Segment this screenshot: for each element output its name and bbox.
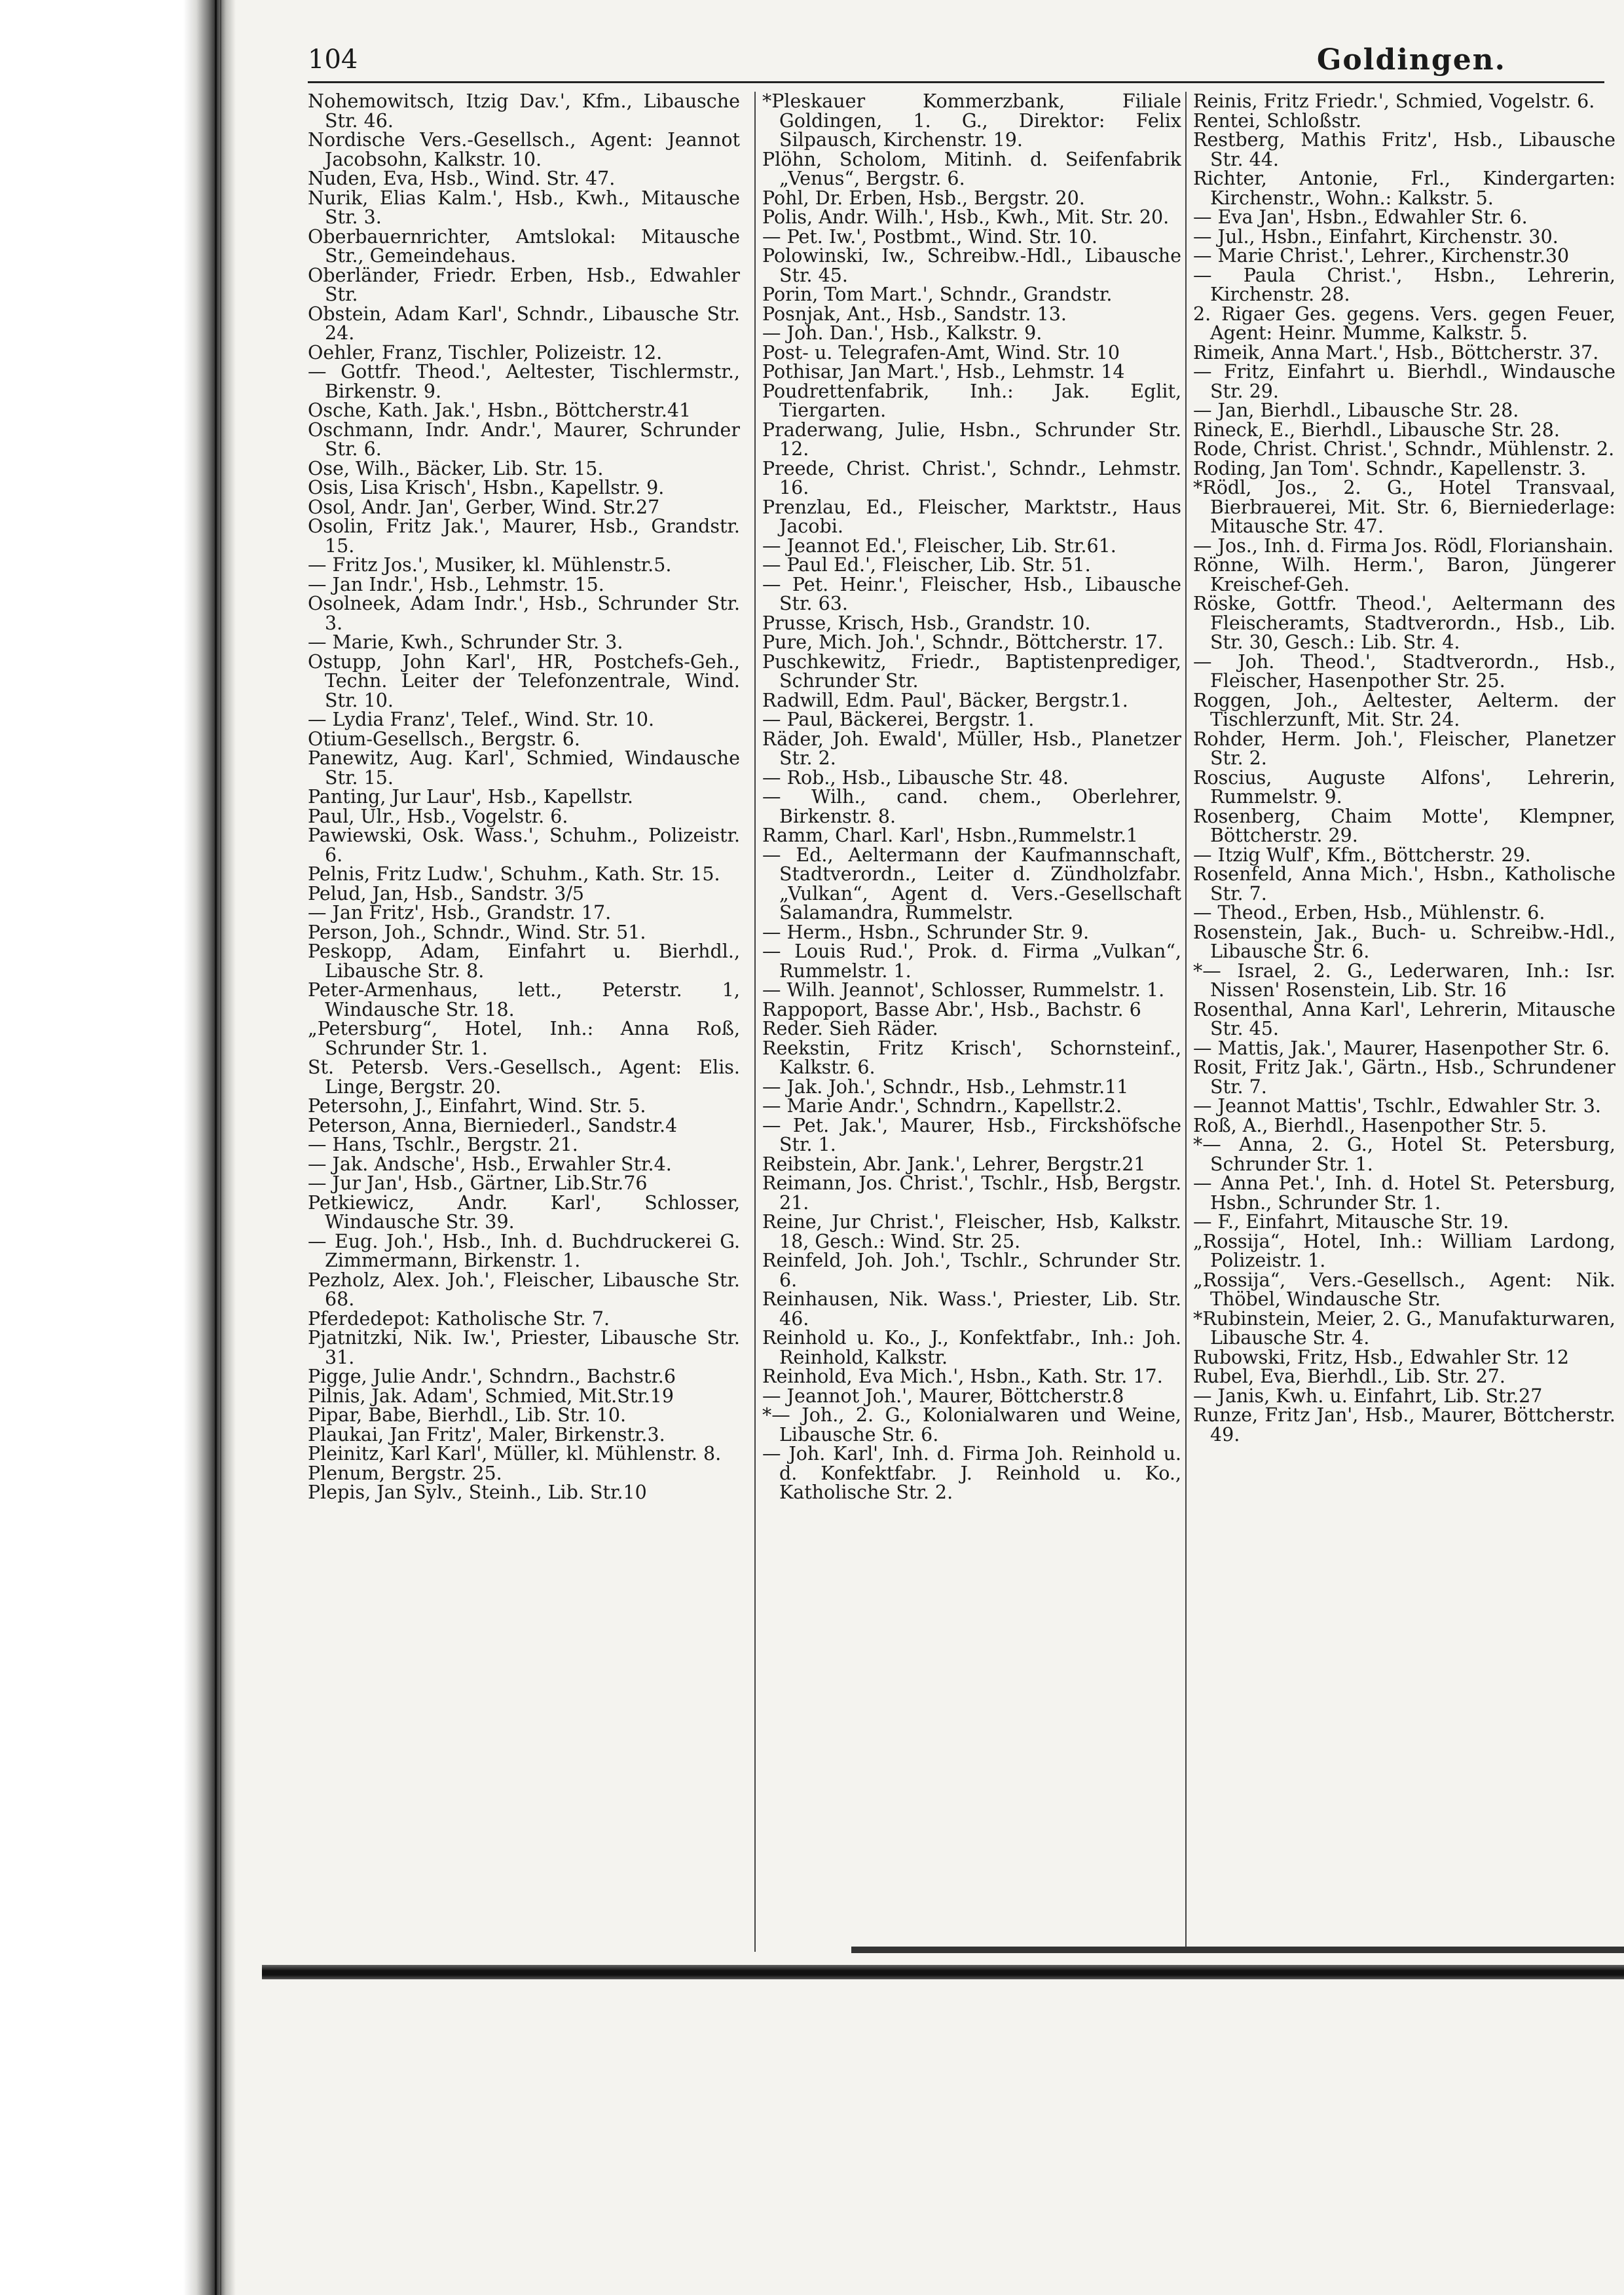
- directory-entry: Osche, Kath. Jak.', Hsbn., Böttcherstr.41: [308, 400, 692, 421]
- directory-entry: — Marie Andr.', Schndrn., Kapellstr.2.: [762, 1095, 1122, 1117]
- directory-entry: „Rossija“, Hotel, Inh.: William Lardong, Polizeistr. 1.: [1193, 1230, 1615, 1271]
- directory-entry: Post- u. Telegrafen-Amt, Wind. Str. 10: [762, 341, 1120, 364]
- directory-entry: Pilnis, Jak. Adam', Schmied, Mit.Str.19: [308, 1385, 674, 1407]
- directory-entry: Otium-Gesellsch., Bergstr. 6.: [308, 728, 580, 750]
- directory-entry: — Joh. Dan.', Hsb., Kalkstr. 9.: [762, 322, 1043, 344]
- scan-edge-artifact: [851, 1947, 1624, 1953]
- directory-entry: Reibstein, Abr. Jank.', Lehrer, Bergstr.21: [762, 1153, 1146, 1175]
- directory-entry: Osolneek, Adam Indr.', Hsb., Schrunder Str. 3.: [308, 593, 740, 634]
- directory-entry: — Jeannot Joh.', Maurer, Böttcherstr.8: [762, 1385, 1124, 1407]
- directory-entry: Pelud, Jan, Hsb., Sandstr. 3/5: [308, 882, 585, 905]
- directory-entry: Rosenthal, Anna Karl', Lehrerin, Mitausche Str. 45.: [1193, 998, 1615, 1039]
- directory-entry: Preede, Christ. Christ.', Schndr., Lehmstr. 16.: [762, 457, 1181, 498]
- directory-entry: Porin, Tom Mart.', Schndr., Grandstr.: [762, 284, 1113, 305]
- directory-entry: Nurik, Elias Kalm.', Hsb., Kwh., Mitausche Str. 3.: [308, 187, 740, 228]
- directory-entry: *Pleskauer Kommerzbank, Filiale Goldingen, 1. G., Direktor: Felix Silpausch, Kirchenstr. 19.: [762, 92, 1181, 151]
- directory-entry: Paul, Ulr., Hsb., Vogelstr. 6.: [308, 805, 568, 827]
- directory-entry: Reimann, Jos. Christ.', Tschlr., Hsb, Bergstr. 21.: [762, 1172, 1181, 1214]
- directory-entry: Peter-Armenhaus, lett., Peterstr. 1, Windausche Str. 18.: [308, 979, 740, 1020]
- directory-entry: Pohl, Dr. Erben, Hsb., Bergstr. 20.: [762, 187, 1085, 209]
- directory-entry: Reine, Jur Christ.', Fleischer, Hsb, Kalkstr. 18, Gesch.: Wind. Str. 25.: [762, 1211, 1181, 1252]
- directory-entry: Plepis, Jan Sylv., Steinh., Lib. Str.10: [308, 1482, 647, 1503]
- directory-entry: Röske, Gottfr. Theod.', Aeltermann des Fleischeramts, Stadtverordn., Hsb., Lib. Str. 30, Gesch.: Lib. Str. 4.: [1193, 593, 1615, 653]
- directory-entry: — Jul., Hsbn., Einfahrt, Kirchenstr. 30.: [1193, 225, 1559, 248]
- directory-entry: Plöhn, Scholom, Mitinh. d. Seifenfabrik „Venus“, Bergstr. 6.: [762, 148, 1181, 189]
- directory-entry: — Jak. Andsche', Hsb., Erwahler Str.4.: [308, 1153, 672, 1175]
- directory-entry: Peterson, Anna, Bierniederl., Sandstr.4: [308, 1114, 678, 1136]
- directory-entry: Polowinski, Iw., Schreibw.-Hdl., Libausche Str. 45.: [762, 245, 1181, 286]
- directory-entry: Ostupp, John Karl', HR, Postchefs-Geh., Techn. Leiter der Telefonzentrale, Wind. Str. 10.: [308, 650, 740, 711]
- directory-entry: Reinis, Fritz Friedr.', Schmied, Vogelstr. 6.: [1193, 92, 1595, 112]
- directory-entry: Pferdedepot: Katholische Str. 7.: [308, 1307, 610, 1330]
- directory-entry: Rosit, Fritz Jak.', Gärtn., Hsb., Schrundener Str. 7.: [1193, 1056, 1615, 1098]
- binding-shadow-line: [220, 0, 221, 2295]
- directory-entry: — Paul Ed.', Fleischer, Lib. Str. 51.: [762, 554, 1091, 576]
- directory-entry: — Rob., Hsb., Libausche Str. 48.: [762, 766, 1069, 789]
- directory-entry: — Hans, Tschlr., Bergstr. 21.: [308, 1134, 578, 1155]
- directory-entry: Obstein, Adam Karl', Schndr., Libausche Str. 24.: [308, 303, 740, 344]
- binding-shadow-line: [215, 0, 217, 2295]
- directory-entry: Nuden, Eva, Hsb., Wind. Str. 47.: [308, 168, 616, 189]
- running-head: Goldingen.: [1316, 43, 1506, 77]
- directory-entry: — F., Einfahrt, Mitausche Str. 19.: [1193, 1211, 1509, 1233]
- directory-entry: Petersohn, J., Einfahrt, Wind. Str. 5.: [308, 1095, 646, 1117]
- directory-entry: — Herm., Hsbn., Schrunder Str. 9.: [762, 921, 1090, 943]
- directory-entry: Rappoport, Basse Abr.', Hsb., Bachstr. 6: [762, 998, 1141, 1020]
- directory-entry: *— Israel, 2. G., Lederwaren, Inh.: Isr. Nissen' Rosenstein, Lib. Str. 16: [1193, 960, 1615, 1001]
- directory-entry: Räder, Joh. Ewald', Müller, Hsb., Planetzer Str. 2.: [762, 728, 1181, 769]
- directory-entry: — Lydia Franz', Telef., Wind. Str. 10.: [308, 709, 655, 730]
- directory-entry: — Wilh., cand. chem., Oberlehrer, Birkenstr. 8.: [762, 786, 1181, 827]
- directory-entry: — Marie Christ.', Lehrer., Kirchenstr.30: [1193, 245, 1570, 267]
- directory-entry: — Joh. Theod.', Stadtverordn., Hsb., Fleischer, Hasenpother Str. 25.: [1193, 650, 1615, 692]
- directory-entry: Posnjak, Ant., Hsb., Sandstr. 13.: [762, 303, 1067, 325]
- directory-entry: „Rossija“, Vers.-Gesellsch., Agent: Nik. Thöbel, Windausche Str.: [1193, 1269, 1615, 1310]
- directory-entry: Runze, Fritz Jan', Hsb., Maurer, Böttcherstr. 49.: [1193, 1404, 1615, 1446]
- directory-entry: *Rödl, Jos., 2. G., Hotel Transvaal, Bierbrauerei, Mit. Str. 6, Bierniederlage: Mitausche Str. 47.: [1193, 477, 1615, 537]
- directory-entry: — Theod., Erben, Hsb., Mühlenstr. 6.: [1193, 902, 1545, 924]
- directory-entry: Rönne, Wilh. Herm.', Baron, Jüngerer Kreischef-Geh.: [1193, 554, 1615, 595]
- directory-entry: „Petersburg“, Hotel, Inh.: Anna Roß, Schrunder Str. 1.: [308, 1018, 740, 1059]
- directory-entry: Plenum, Bergstr. 25.: [308, 1462, 502, 1484]
- directory-entry: — Jan Indr.', Hsb., Lehmstr. 15.: [308, 573, 604, 595]
- directory-entry: *— Anna, 2. G., Hotel St. Petersburg, Schrunder Str. 1.: [1193, 1134, 1615, 1175]
- directory-entry: Pjatnitzki, Nik. Iw.', Priester, Libausche Str. 31.: [308, 1327, 740, 1368]
- directory-entry: Richter, Antonie, Frl., Kindergarten: Kirchenstr., Wohn.: Kalkstr. 5.: [1193, 168, 1615, 209]
- directory-entry: Pawiewski, Osk. Wass.', Schuhm., Polizeistr. 6.: [308, 825, 740, 866]
- directory-columns: [308, 92, 1615, 1952]
- directory-entry: *— Joh., 2. G., Kolonialwaren und Weine, Libausche Str. 6.: [762, 1404, 1181, 1446]
- directory-entry: Reinhold u. Ko., J., Konfektfabr., Inh.: Joh. Reinhold, Kalkstr.: [762, 1327, 1181, 1368]
- directory-entry: Reinhold, Eva Mich.', Hsbn., Kath. Str. 17.: [762, 1366, 1163, 1387]
- directory-entry: — Janis, Kwh. u. Einfahrt, Lib. Str.27: [1193, 1385, 1543, 1407]
- directory-entry: Panewitz, Aug. Karl', Schmied, Windausche Str. 15.: [308, 747, 740, 789]
- directory-entry: — Joh. Karl', Inh. d. Firma Joh. Reinhold u. d. Konfektfabr. J. Reinhold u. Ko., Katholische Str. 2.: [762, 1443, 1181, 1503]
- directory-entry: Roding, Jan Tom'. Schndr., Kapellenstr. 3.: [1193, 457, 1587, 479]
- directory-entry: Nordische Vers.-Gesellsch., Agent: Jeannot Jacobsohn, Kalkstr. 10.: [308, 129, 740, 170]
- directory-entry: Puschkewitz, Friedr., Baptistenprediger, Schrunder Str.: [762, 650, 1181, 692]
- directory-entry: St. Petersb. Vers.-Gesellsch., Agent: Elis. Linge, Bergstr. 20.: [308, 1056, 740, 1098]
- directory-entry: Osolin, Fritz Jak.', Maurer, Hsb., Grandstr. 15.: [308, 515, 740, 557]
- directory-entry: — Pet. Iw.', Postbmt., Wind. Str. 10.: [762, 225, 1098, 248]
- directory-entry: Panting, Jur Laur', Hsb., Kapellstr.: [308, 786, 633, 808]
- directory-entry: — Jan Fritz', Hsb., Grandstr. 17.: [308, 902, 612, 924]
- directory-entry: — Jos., Inh. d. Firma Jos. Rödl, Florianshain.: [1193, 534, 1614, 557]
- directory-entry: — Wilh. Jeannot', Schlosser, Rummelstr. 1.: [762, 979, 1165, 1001]
- directory-column-2: [754, 92, 1181, 1952]
- directory-entry: Rineck, E., Bierhdl., Libausche Str. 28.: [1193, 419, 1560, 441]
- directory-entry: — Fritz, Einfahrt u. Bierhdl., Windausche Str. 29.: [1193, 361, 1615, 402]
- directory-entry: — Eug. Joh.', Hsb., Inh. d. Buchdruckerei G. Zimmermann, Birkenstr. 1.: [308, 1230, 740, 1271]
- directory-entry: Reinfeld, Joh. Joh.', Tschlr., Schrunder Str. 6.: [762, 1250, 1181, 1291]
- directory-entry: Peskopp, Adam, Einfahrt u. Bierhdl., Libausche Str. 8.: [308, 941, 740, 982]
- directory-entry: Roggen, Joh., Aeltester, Aelterm. der Tischlerzunft, Mit. Str. 24.: [1193, 689, 1615, 730]
- directory-entry: — Mattis, Jak.', Maurer, Hasenpother Str. 6.: [1193, 1037, 1610, 1059]
- directory-entry: Rohder, Herm. Joh.', Fleischer, Planetzer Str. 2.: [1193, 728, 1615, 769]
- directory-entry: Rosenfeld, Anna Mich.', Hsbn., Katholische Str. 7.: [1193, 863, 1615, 905]
- directory-entry: Prusse, Krisch, Hsb., Grandstr. 10.: [762, 612, 1091, 634]
- directory-entry: Pure, Mich. Joh.', Schndr., Böttcherstr. 17.: [762, 631, 1164, 653]
- directory-entry: Reekstin, Fritz Krisch', Schornsteinf., Kalkstr. 6.: [762, 1037, 1181, 1078]
- directory-entry: Ose, Wilh., Bäcker, Lib. Str. 15.: [308, 457, 604, 479]
- directory-entry: Oehler, Franz, Tischler, Polizeistr. 12.: [308, 341, 663, 364]
- directory-entry: Rubowski, Fritz, Hsb., Edwahler Str. 12: [1193, 1346, 1570, 1368]
- directory-entry: Praderwang, Julie, Hsbn., Schrunder Str. 12.: [762, 419, 1181, 460]
- directory-entry: Pezholz, Alex. Joh.', Fleischer, Libausche Str. 68.: [308, 1269, 740, 1310]
- scan-edge-artifact: [262, 1965, 1624, 1979]
- directory-entry: Radwill, Edm. Paul', Bäcker, Bergstr.1.: [762, 689, 1128, 711]
- directory-entry: Rosenberg, Chaim Motte', Klempner, Böttcherstr. 29.: [1193, 805, 1615, 846]
- directory-entry: — Pet. Heinr.', Fleischer, Hsb., Libausche Str. 63.: [762, 573, 1181, 614]
- directory-entry: Polis, Andr. Wilh.', Hsb., Kwh., Mit. Str. 20.: [762, 206, 1170, 228]
- book-binding-edge: [0, 0, 236, 2295]
- directory-entry: Reder. Sieh Räder.: [762, 1018, 938, 1039]
- directory-entry: — Paula Christ.', Hsbn., Lehrerin, Kirchenstr. 28.: [1193, 264, 1615, 305]
- directory-entry: Rimeik, Anna Mart.', Hsb., Böttcherstr. 37.: [1193, 341, 1599, 364]
- directory-entry: Plaukai, Jan Fritz', Maler, Birkenstr.3.: [308, 1423, 665, 1446]
- directory-entry: Pigge, Julie Andr.', Schndrn., Bachstr.6: [308, 1366, 676, 1387]
- directory-entry: — Jur Jan', Hsb., Gärtner, Lib.Str.76: [308, 1172, 648, 1194]
- directory-entry: Ramm, Charl. Karl', Hsbn.,Rummelstr.1: [762, 825, 1139, 846]
- directory-entry: — Jeannot Mattis', Tschlr., Edwahler Str. 3.: [1193, 1095, 1601, 1117]
- page-number: 104: [308, 45, 358, 75]
- directory-entry: — Anna Pet.', Inh. d. Hotel St. Petersburg, Hsbn., Schrunder Str. 1.: [1193, 1172, 1615, 1214]
- directory-entry: Person, Joh., Schndr., Wind. Str. 51.: [308, 921, 646, 943]
- directory-entry: — Jak. Joh.', Schndr., Hsb., Lehmstr.11: [762, 1075, 1129, 1098]
- directory-entry: — Ed., Aeltermann der Kaufmannschaft, Stadtverordn., Leiter d. Zündholzfabr. „Vulkan“, Agent d. Vers.-Gesellschaft Salamandra, Rummelstr.: [762, 844, 1181, 924]
- directory-entry: Prenzlau, Ed., Fleischer, Marktstr., Haus Jacobi.: [762, 496, 1181, 537]
- page-header: [308, 39, 1604, 83]
- directory-entry: — Paul, Bäckerei, Bergstr. 1.: [762, 709, 1035, 730]
- directory-entry: Pelnis, Fritz Ludw.', Schuhm., Kath. Str. 15.: [308, 863, 720, 885]
- directory-entry: Poudrettenfabrik, Inh.: Jak. Eglit, Tiergarten.: [762, 380, 1181, 421]
- directory-entry: Osol, Andr. Jan', Gerber, Wind. Str.27: [308, 496, 660, 518]
- directory-entry: Oberbauernrichter, Amtslokal: Mitausche Str., Gemeindehaus.: [308, 225, 740, 267]
- directory-entry: Restberg, Mathis Fritz', Hsb., Libausche Str. 44.: [1193, 129, 1615, 170]
- directory-entry: Oschmann, Indr. Andr.', Maurer, Schrunder Str. 6.: [308, 419, 740, 460]
- directory-entry: Pipar, Babe, Bierhdl., Lib. Str. 10.: [308, 1404, 627, 1426]
- directory-entry: — Marie, Kwh., Schrunder Str. 3.: [308, 631, 623, 653]
- directory-entry: — Pet. Jak.', Maurer, Hsb., Firckshöfsche Str. 1.: [762, 1114, 1181, 1155]
- directory-entry: Pleinitz, Karl Karl', Müller, kl. Mühlenstr. 8.: [308, 1443, 722, 1465]
- directory-column-3: [1185, 92, 1615, 1952]
- directory-entry: 2. Rigaer Ges. gegens. Vers. gegen Feuer, Agent: Heinr. Mumme, Kalkstr. 5.: [1193, 303, 1615, 344]
- directory-entry: Nohemowitsch, Itzig Dav.', Kfm., Libausche Str. 46.: [308, 92, 740, 132]
- directory-entry: — Louis Rud.', Prok. d. Firma „Vulkan“, Rummelstr. 1.: [762, 941, 1181, 982]
- directory-entry: — Jeannot Ed.', Fleischer, Lib. Str.61.: [762, 534, 1116, 557]
- directory-entry: Petkiewicz, Andr. Karl', Schlosser, Windausche Str. 39.: [308, 1191, 740, 1233]
- directory-entry: Rosenstein, Jak., Buch- u. Schreibw.-Hdl., Libausche Str. 6.: [1193, 921, 1615, 962]
- directory-entry: Pothisar, Jan Mart.', Hsb., Lehmstr. 14: [762, 361, 1125, 382]
- directory-entry: — Gottfr. Theod.', Aeltester, Tischlermstr., Birkenstr. 9.: [308, 361, 740, 402]
- directory-entry: — Eva Jan', Hsbn., Edwahler Str. 6.: [1193, 206, 1528, 228]
- directory-entry: Osis, Lisa Krisch', Hsbn., Kapellstr. 9.: [308, 477, 665, 498]
- directory-entry: Oberländer, Friedr. Erben, Hsb., Edwahler Str.: [308, 264, 740, 305]
- directory-entry: Roscius, Auguste Alfons', Lehrerin, Rummelstr. 9.: [1193, 766, 1615, 808]
- directory-entry: Reinhausen, Nik. Wass.', Priester, Lib. Str. 46.: [762, 1288, 1181, 1330]
- directory-entry: — Jan, Bierhdl., Libausche Str. 28.: [1193, 400, 1519, 421]
- directory-entry: *Rubinstein, Meier, 2. G., Manufakturwaren, Libausche Str. 4.: [1193, 1307, 1615, 1349]
- directory-entry: — Fritz Jos.', Musiker, kl. Mühlenstr.5.: [308, 554, 672, 576]
- directory-entry: — Itzig Wulf', Kfm., Böttcherstr. 29.: [1193, 844, 1531, 866]
- directory-entry: Rode, Christ. Christ.', Schndr., Mühlenstr. 2.: [1193, 438, 1615, 460]
- directory-entry: Rubel, Eva, Bierhdl., Lib. Str. 27.: [1193, 1366, 1505, 1387]
- directory-entry: Roß, A., Bierhdl., Hasenpother Str. 5.: [1193, 1114, 1547, 1136]
- directory-column-1: [308, 92, 740, 1952]
- directory-entry: Rentei, Schloßstr.: [1193, 109, 1362, 132]
